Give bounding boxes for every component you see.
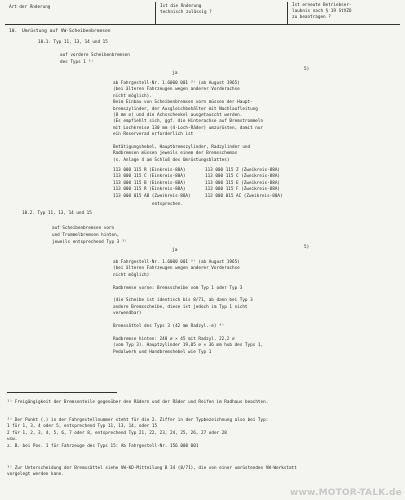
header-technisch-zulaessig-2: technisch zulässig ? [160,10,212,15]
footnote-3: ³⁾ Zur Unterscheidung der Bremssättel siehe VW-KD-Mitteilung B 34 (8/71), die von einer umrüstenden VW-Werkstatt vorgelegt werden kann. [7,466,297,478]
subsection-10-1-desc-1: auf vordere Scheibenbremsen [60,53,130,58]
header-art-der-aenderung: Art der Änderung [9,5,51,10]
answer-ja-superscript-10-2: 5) [304,245,310,250]
header-betriebserlaubnis-1: Ist erneute Betriebser- [292,3,352,8]
answer-ja-superscript-10-1: 5) [304,67,310,72]
body-text-10-2: ab Fahrgestell-Nr. 1.6000 001 ²⁾ (ab August 1965) (bei älteren Fahrzeugen wegen anderer Vorderachse nicht möglich) Radbremse vorne: Bremsscheibe vom Typ 1 oder Typ 3 (die Scheibe ist identisch bis 8/71, ab dann bei Typ 3 andere Bremsscheibe, diese ist jedoch im Typ 1 nicht verwendbar) Bremssättel des Typs 3 (42 mm Radzyl.-∅) ⁴⁾ Radbremse hinten: 248 ∅ × 45 mit Radzyl. 22,2 ∅ (vom Typ 3). Hauptzylinder 19,05 ∅ × 36 mm hub des Typs 1, Pedalwerk und Handbremshebel wie Typ 1 [113,260,264,355]
parts-suffix: entsprechen. [152,202,184,207]
watermark-text: www.MOTOR-TALK.de [289,488,402,498]
body-text-10-1: ab Fahrgestell-Nr. 1.6000 001 ²⁾ (ab August 1965) (bei älteren Fahrzeugen wegen anderer Vorderachse nicht möglich). Beim Einbau von Scheibenbremsen vorn müssen der Haupt- bremszylinder, der Ausgleichbehälter mit Nachlaufleitung (8 mm ∅) und die Achsschenkel ausgetauscht werden. (Es empfiehlt sich, ggf. die Hinterachse auf Bremstrommeln mit Lochkreis∅ 130 mm (4-Loch-Räder) umzurüsten, damit nur ein Reserverad erforderlich ist Betätigungshebel, Hauptbremszylinder, Radzylinder und Radbremsen müssen jeweils einem der Bremsschemas (s. Anlage 4 am Schluß des Umrüstungsblattes) [113,81,264,163]
section-number: 10. [9,29,18,34]
subsection-10-2-desc-2: und Trommelbremsen hinten, [52,233,120,238]
subsection-10-2-desc-1: auf Scheibenbremsen vorn [52,226,115,231]
subsection-10-1-title: 10.1. Typ 11, 13, 14 und 15 [38,40,108,45]
subsection-10-2-desc-3: jeweils entsprechend Typ 3 ³⁾ [52,240,128,245]
header-divider-1 [155,2,156,24]
answer-ja-10-2: ja [172,248,178,253]
header-betriebserlaubnis-2: laubnis nach § 19 StVZO [292,9,352,14]
parts-list-right: 113 000 115 Z (Zweikreis-88A) 113 000 115 C (Zweikreis-88A) 113 000 115 E (Zweikreis-88A) 113 000 115 F (Zweikreis-88A) 113 000 015 AC (Zweikreis-88A) [205,168,283,199]
header-betriebserlaubnis-3: zu beantragen ? [292,15,331,20]
header-technisch-zulaessig-1: Ist die Änderung [160,4,202,9]
footnote-2: ²⁾ Der Punkt (.) in der Fahrgestellnummer steht für die 2. Ziffer in der Typbezeichnung also bei Typ: 1 für 1, 3, 4 oder 5, entsprechend Typ 11, 13, 14, oder 15 2 für 1, 2, 3, 4, 5, 6, 7 oder 8, entsprechend Typ 21, 22, 23, 24, 25, 26, 27 oder 28 usw. z. B. bei Pos. 1 für Fahrzeuge des Typs 15: Ab Fahrgestell-Nr. 156 000 001 [7,418,269,449]
parts-list-left: 113 000 115 R (Einkreis-88A) 113 000 115 C (Einkreis-88A) 113 000 115 B (Einkreis-88A) 113 000 115 R (Einkreis-88A) 113 000 015 AB (Zweikreis-88A) [113,168,191,199]
answer-ja-10-1: ja [172,71,178,76]
footnote-rule [7,392,117,393]
section-title: Umrüstung auf VW-Scheibenbremsen [22,29,111,34]
header-divider-2 [287,2,288,24]
footnote-1: ¹⁾ Freigängigkeit der Bremsenteile gegenüber den Rädern und der Räder und Reifen im Radhaus beachten. [7,400,269,405]
subsection-10-1-desc-2: des Typs 1 ¹⁾ [60,60,94,65]
subsection-10-2-title: 10.2. Typ 11, 13, 14 und 15 [22,211,92,216]
header-rule [5,24,400,25]
